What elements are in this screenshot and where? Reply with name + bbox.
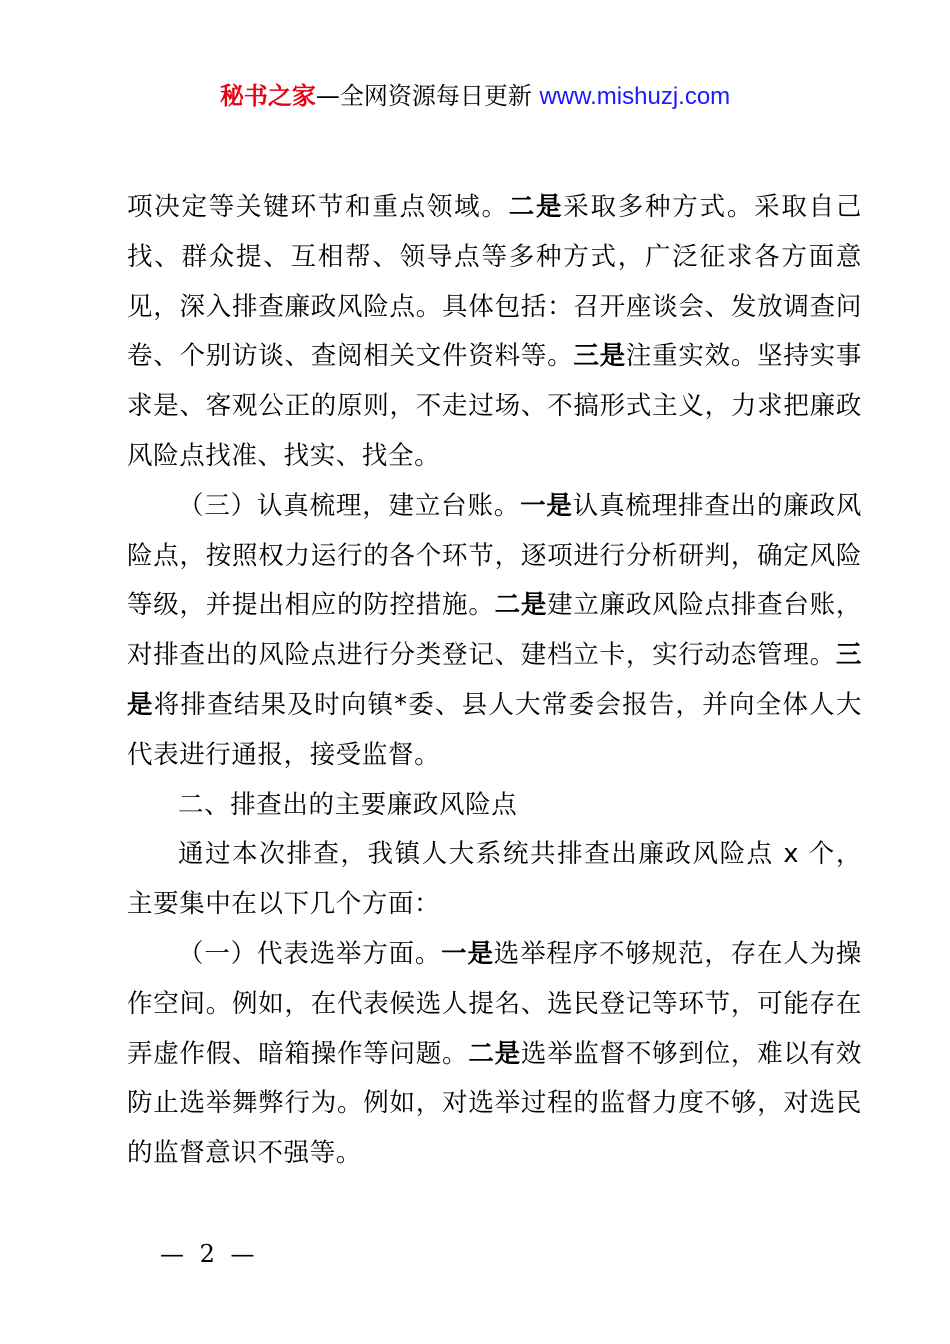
section-heading: 二、排查出的主要廉政风险点 <box>178 789 518 820</box>
bold-marker: 三是 <box>127 640 862 720</box>
bold-marker: 二是 <box>494 590 548 621</box>
site-header <box>0 80 950 113</box>
document-body <box>127 183 862 1179</box>
text-segment: 项决定等关键环节和重点领域。 <box>127 192 509 222</box>
bold-marker: 三是 <box>573 341 626 372</box>
text-segment: 选举程序不够规范，存在人为操作空间。例如，在代表候选人提名、选民登记等环节，可能存在弄虚作假、暗箱操作等问题。 <box>127 938 862 1069</box>
brand-name: 秘书之家 <box>219 82 316 110</box>
text-segment: （三）认真梳理，建立台账。 <box>178 490 521 521</box>
bold-marker: 二是 <box>508 192 564 222</box>
text-segment: 选举监督不够到位，难以有效防止选举舞弊行为。例如，对选举过程的监督力度不够，对选民的监督意识不强等。 <box>127 1038 862 1169</box>
site-url-link[interactable]: www.mishuzj.com <box>539 83 731 110</box>
text-segment: （一）代表选举方面。 <box>178 938 442 969</box>
text-segment: 采取多种方式。采取自己找、群众提、互相帮、领导点等多种方式，广泛征求各方面意见，深入排查廉政风险点。具体包括：召开座谈会、发放调查问卷、个别访谈、查阅相关文件资料等。 <box>127 192 862 372</box>
paragraph-election <box>127 930 862 1179</box>
header-slogan: —全网资源每日更新 <box>315 82 532 110</box>
bold-marker: 一是 <box>441 938 494 969</box>
bold-marker: 一是 <box>520 490 573 521</box>
bold-marker: 二是 <box>468 1038 521 1069</box>
text-segment: 将排查结果及时向镇*委、县人大常委会报告，并向全体人大代表进行通报，接受监督。 <box>127 689 862 770</box>
text-segment: 认真梳理排查出的廉政风险点，按照权力运行的各个环节，逐项进行分析研判，确定风险等级，并提出相应的防控措施。 <box>127 490 863 621</box>
page-number: — 2 — <box>160 1240 259 1268</box>
paragraph-section-three <box>127 482 862 781</box>
text-segment: 注重实效。坚持实事求是、客观公正的原则，不走过场、不搞形式主义，力求把廉政风险点找准、找实、找全。 <box>127 341 863 471</box>
paragraph-methods <box>127 183 862 482</box>
text-segment: 建立廉政风险点排查台账，对排查出的风险点进行分类登记、建档立卡，实行动态管理。 <box>127 590 863 671</box>
paragraph-intro: 通过本次排查，我镇人大系统共排查出廉政风险点 x 个，主要集中在以下几个方面： <box>127 839 862 920</box>
